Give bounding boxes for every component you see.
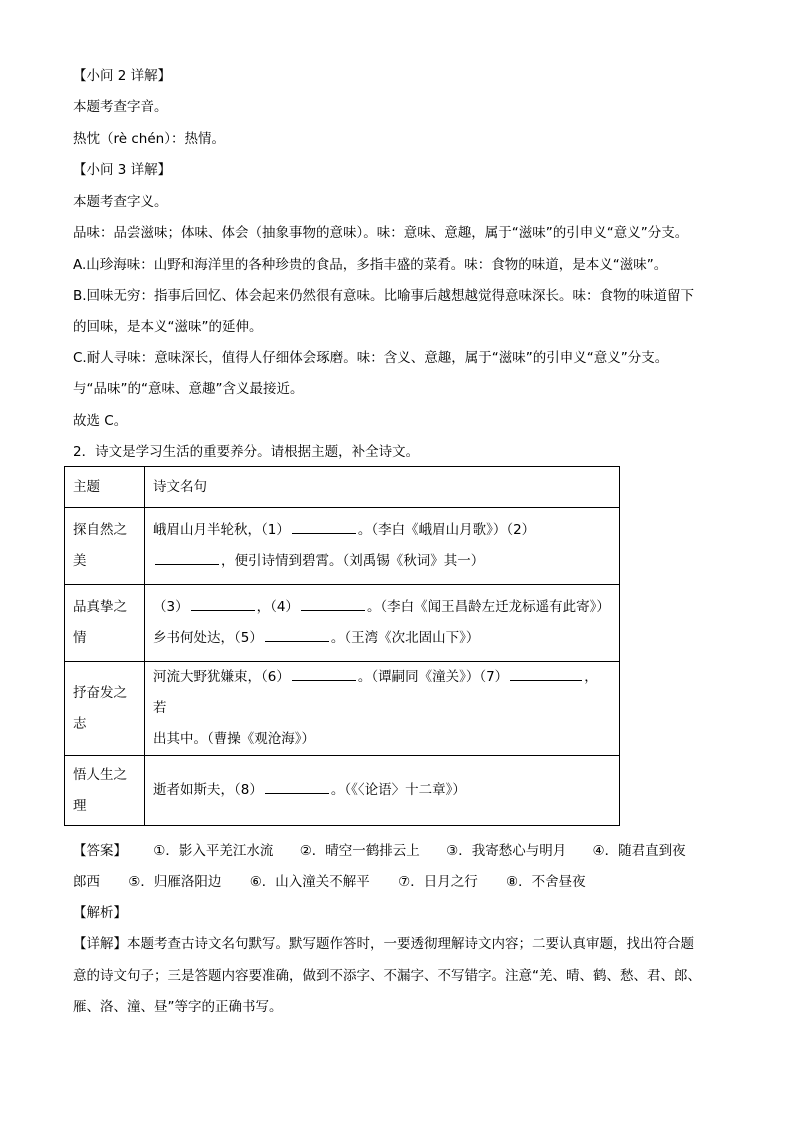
blank-7[interactable] (510, 666, 582, 681)
theme-text: 品真挚之 (73, 599, 127, 615)
q3-header: 【小问 3 详解】 (73, 162, 172, 178)
answer-item: ⑧．不舍昼夜 (506, 874, 586, 890)
q3-line8: 故选 C。 (73, 413, 128, 429)
q3-line3: A.山珍海味：山野和海洋里的各种珍贵的食品，多指丰盛的菜肴。味：食物的味道，是本义“滋味”。 (73, 257, 668, 273)
theme-text: 悟人生之 (73, 766, 127, 783)
answer-item: ⑥．山入潼关不解平 (249, 874, 370, 890)
blank-4[interactable] (301, 596, 365, 611)
theme-cell (65, 585, 145, 662)
q3-line5: 的回味，是本义“滋味”的延伸。 (73, 319, 263, 335)
theme-text: 志 (73, 715, 87, 732)
q2-header: 【小问 2 详解】 (73, 68, 172, 84)
table-row (65, 508, 620, 585)
question2-stem: 2．诗文是学习生活的重要养分。请根据主题，补全诗文。 (73, 444, 420, 460)
q3-line4: B.回味无穷：指事后回忆、体会起来仍然很有意味。比喻事后越想越觉得意味深长。味：食物的味道留下 (73, 288, 695, 304)
theme-text: 美 (73, 553, 87, 569)
analysis-label: 【解析】 (73, 905, 127, 921)
answer-item: ③．我寄愁心与明月 (446, 843, 567, 859)
answer-line-2 (73, 872, 586, 892)
poem-cell: （3） ，（4） 。（李白《闻王昌龄左迁龙标遥有此寄》） 乡书何处达，（5） 。（王湾《次北固山下》） (145, 585, 620, 662)
theme-text: 理 (73, 797, 87, 814)
answer-item: ⑤．归雁洛阳边 (128, 874, 222, 890)
poem-table (64, 466, 620, 826)
table-row (65, 662, 620, 756)
answer-line-1 (73, 841, 686, 861)
blank-1[interactable] (292, 519, 356, 534)
table-row (65, 585, 620, 662)
answer-item: ⑦．日月之行 (398, 874, 478, 890)
q3-line7: 与“品味”的“意味、意趣”含义最接近。 (73, 381, 304, 397)
theme-cell (65, 508, 145, 585)
theme-cell (65, 756, 145, 826)
table-header-row (65, 467, 620, 508)
theme-text: 探自然之 (73, 522, 127, 538)
answer-item: ②．晴空一鹤排云上 (299, 843, 420, 859)
q3-line2: 品味：品尝滋味；体味、体会（抽象事物的意味）。味：意味、意趣，属于“滋味”的引申义“意义”分支。 (73, 225, 689, 241)
q3-line1: 本题考查字义。 (73, 194, 168, 210)
detail-line-2: 意的诗文句子；三是答题内容要准确，做到不添字、不漏字、不写错字。注意“羌、晴、鹤、愁、君、郎、 (73, 968, 701, 984)
q2-line1: 本题考查字音。 (73, 99, 168, 115)
answer-label: 【答案】 (73, 843, 127, 859)
answer-item: 郎西 (73, 874, 100, 890)
theme-cell (65, 662, 145, 756)
blank-3[interactable] (191, 596, 255, 611)
blank-8[interactable] (265, 779, 329, 794)
blank-2[interactable] (155, 550, 219, 565)
q2-line2: 热忱（rè chén）：热情。 (73, 131, 225, 147)
theme-text: 情 (73, 630, 87, 646)
detail-line-3: 雁、洛、潼、昼”等字的正确书写。 (73, 999, 283, 1015)
poem-cell: 河流大野犹嫌束，（6） 。（谭嗣同《潼关》）（7） ，若 出其中。（曹操《观沧海》） (145, 662, 620, 756)
poem-cell: 峨眉山月半轮秋，（1） 。（李白《峨眉山月歌》）（2） ，便引诗情到碧霄。（刘禹锡《秋词》其一） (145, 508, 620, 585)
answer-item: ④．随君直到夜 (592, 843, 686, 859)
q3-line6: C.耐人寻味：意味深长，值得人仔细体会琢磨。味：含义、意趣，属于“滋味”的引申义“意义”分支。 (73, 350, 669, 366)
table-header-poem: 诗文名句 (145, 467, 620, 508)
poem-cell: 逝者如斯夫，（8） 。（《〈论语〉十二章》） (145, 756, 620, 826)
theme-text: 抒奋发之 (73, 684, 127, 701)
blank-5[interactable] (265, 627, 329, 642)
blank-6[interactable] (292, 666, 356, 681)
table-row (65, 756, 620, 826)
table-header-theme: 主题 (65, 467, 145, 508)
answer-item: ①．影入平羌江水流 (153, 843, 274, 859)
detail-line-1: 【详解】本题考查古诗文名句默写。默写题作答时，一要透彻理解诗文内容；二要认真审题，找出符合题 (73, 936, 694, 952)
